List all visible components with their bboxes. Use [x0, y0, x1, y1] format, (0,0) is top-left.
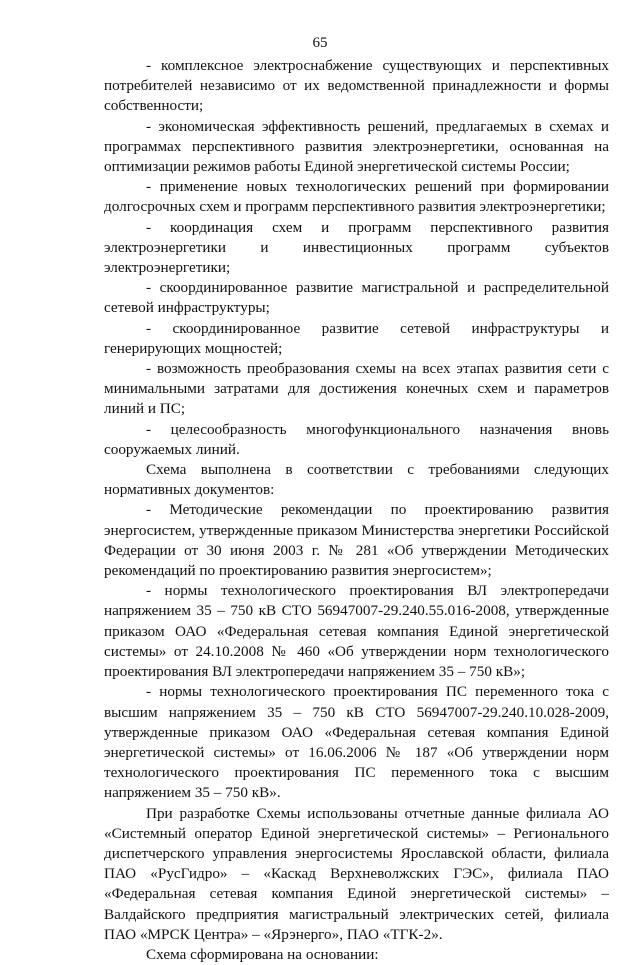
list-item-methodical-recommendations: - Методические рекомендации по проектированию развития энергосистем, утвержденные приказом Министерства энергетики Российской Федерации от 30 июня 2003 г. № 281 «Об утверждении Методических рекомендаций по проектированию развития энергосистем»; [104, 501, 609, 580]
list-item-efficiency: - экономическая эффективность решений, предлагаемых в схемах и программах перспективного развития электроэнергетики, основанная на оптимизации режимов работы Единой энергетической системы России; [104, 117, 609, 176]
list-item-new-solutions: - применение новых технологических решений при формировании долгосрочных схем и программ перспективного развития электроэнергетики; [104, 178, 609, 216]
page-number: 65 [312, 35, 328, 51]
paragraph-basis: Схема сформирована на основании: [146, 945, 379, 963]
list-item-network-development: - скоординированное развитие магистральной и распределительной сетевой инфраструктуры; [104, 279, 609, 317]
list-item-generation: - скоординированное развитие сетевой инфраструктуры и генерирующих мощностей; [104, 319, 609, 357]
list-item-supply: - комплексное электроснабжение существующих и перспективных потребителей независимо от их ведомственной принадлежности и формы собственности; [104, 57, 609, 115]
document-body [104, 56, 609, 965]
list-item-ps-norms: - нормы технологического проектирования ПС переменного тока с высшим напряжением 35 – 750 кВ СТО 56947007-29.240.10.028-2009, утвержденные приказом ОАО «Федеральная сетевая компания Единой энергетической системы» от 16.06.2006 № 187 «Об утверждении норм технологического проектирования ПС переменного тока с высшим напряжением 35 – 750 кВ». [104, 683, 609, 802]
list-item-vl-norms: - нормы технологического проектирования ВЛ электропередачи напряжением 35 – 750 кВ СТО 56947007-29.240.55.016-2008, утвержденные приказом ОАО «Федеральная сетевая компания Единой энергетической системы» от 24.10.2008 № 460 «Об утверждении норм технологического проектирования ВЛ электропередачи напряжением 35 – 750 кВ»; [104, 582, 609, 681]
paragraph-normative-intro: Схема выполнена в соответствии с требованиями следующих нормативных документов: [104, 461, 609, 499]
list-item-multifunction: - целесообразность многофункционального назначения вновь сооружаемых линий. [104, 420, 609, 458]
paragraph-data-sources: При разработке Схемы использованы отчетные данные филиала АО «Системный оператор Единой энергетической системы» – Регионального диспетчерского управления энергосистемы Ярославской области, филиала ПАО «РусГидро» – «Каскад Верхневолжских ГЭС», филиала ПАО «Федеральная сетевая компания Единой энергетической системы» – Валдайского предприятия магистральный электрических сетей, филиала ПАО «МРСК Центра» – «Ярэнерго», ПАО «ТГК-2». [104, 804, 609, 943]
list-item-coordination: - координация схем и программ перспективного развития электроэнергетики и инвестиционных программ субъектов электроэнергетики; [104, 218, 609, 277]
list-item-transformation: - возможность преобразования схемы на всех этапах развития сети с минимальными затратами для достижения конечных схем и параметров линий и ПС; [104, 360, 609, 418]
